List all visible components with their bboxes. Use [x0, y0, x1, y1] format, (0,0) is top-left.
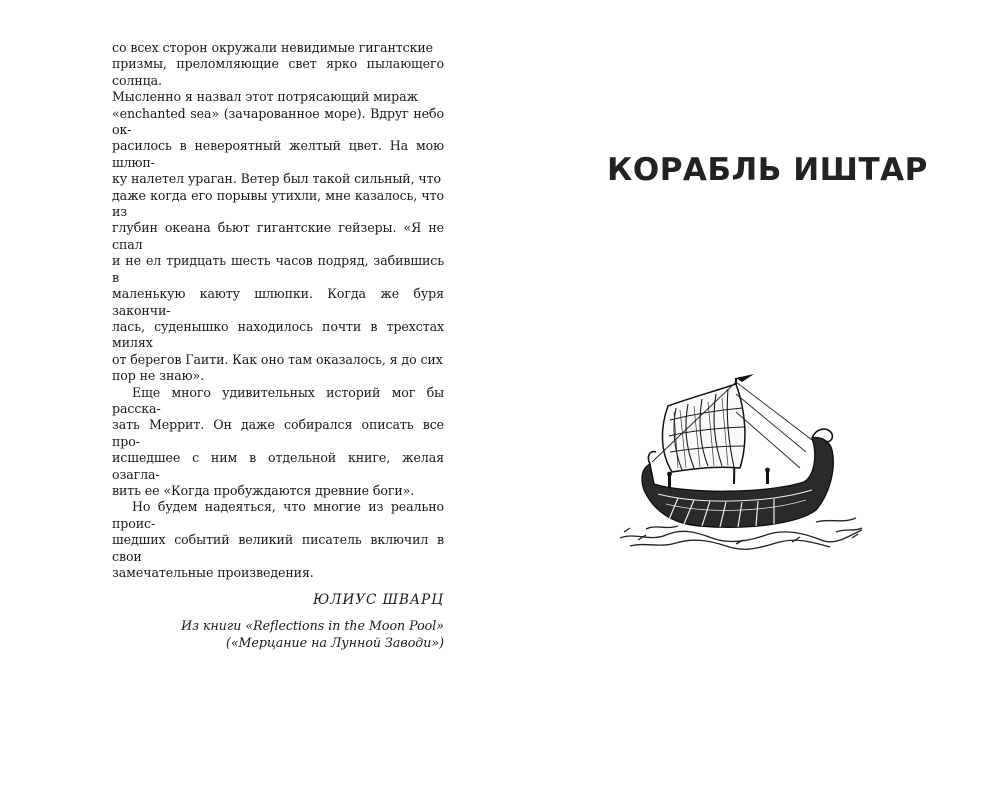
left-page: [112, 40, 444, 651]
source-line-2: («Мерцание на Лунной Заводи»): [225, 635, 444, 651]
section-title: КОРАБЛЬ ИШТАР: [607, 152, 928, 188]
ship-sail: [662, 384, 745, 472]
ship-illustration: [616, 372, 866, 552]
right-page: [560, 0, 994, 800]
paragraph-3: Но будем надеяться, что многие из реально проис- шедших событий великий писатель включил в свои замечательные произведения.: [112, 499, 444, 580]
author-signature: ЮЛИУС ШВАРЦ: [313, 592, 444, 609]
body-text: [112, 40, 444, 581]
source-line-1: Из книги «Reflections in the Moon Pool»: [181, 618, 444, 634]
ship-pennant: [736, 374, 754, 382]
paragraph-1: со всех сторон окружали невидимые гигантские призмы, преломляющие свет ярко пылающего солнца. Мысленно я назвал этот потрясающий мираж «enchanted sea» (зачарованное море). Вдруг небо ок- расилось в невероятный желтый цвет. На мою шлюп- ку налетел ураган. Ветер был такой сильный, что даже когда его порывы утихли, мне казалось, что из глубин океана бьют гигантские гейзеры. «Я не спал и не ел тридцать шесть часов подряд, забившись в маленькую каюту шлюпки. Когда же буря закончи- лась, суденышко находилось почти в трехстах милях от берегов Гаити. Как оно там оказалось, я до сих пор не знаю».: [112, 40, 444, 384]
paragraph-2: Еще много удивительных историй мог бы расска- зать Меррит. Он даже собирался описать все про- исшедшее с ним в отдельной книге, желая озагла- вить ее «Когда пробуждаются древние боги».: [112, 384, 444, 498]
source-citation: [112, 617, 444, 651]
